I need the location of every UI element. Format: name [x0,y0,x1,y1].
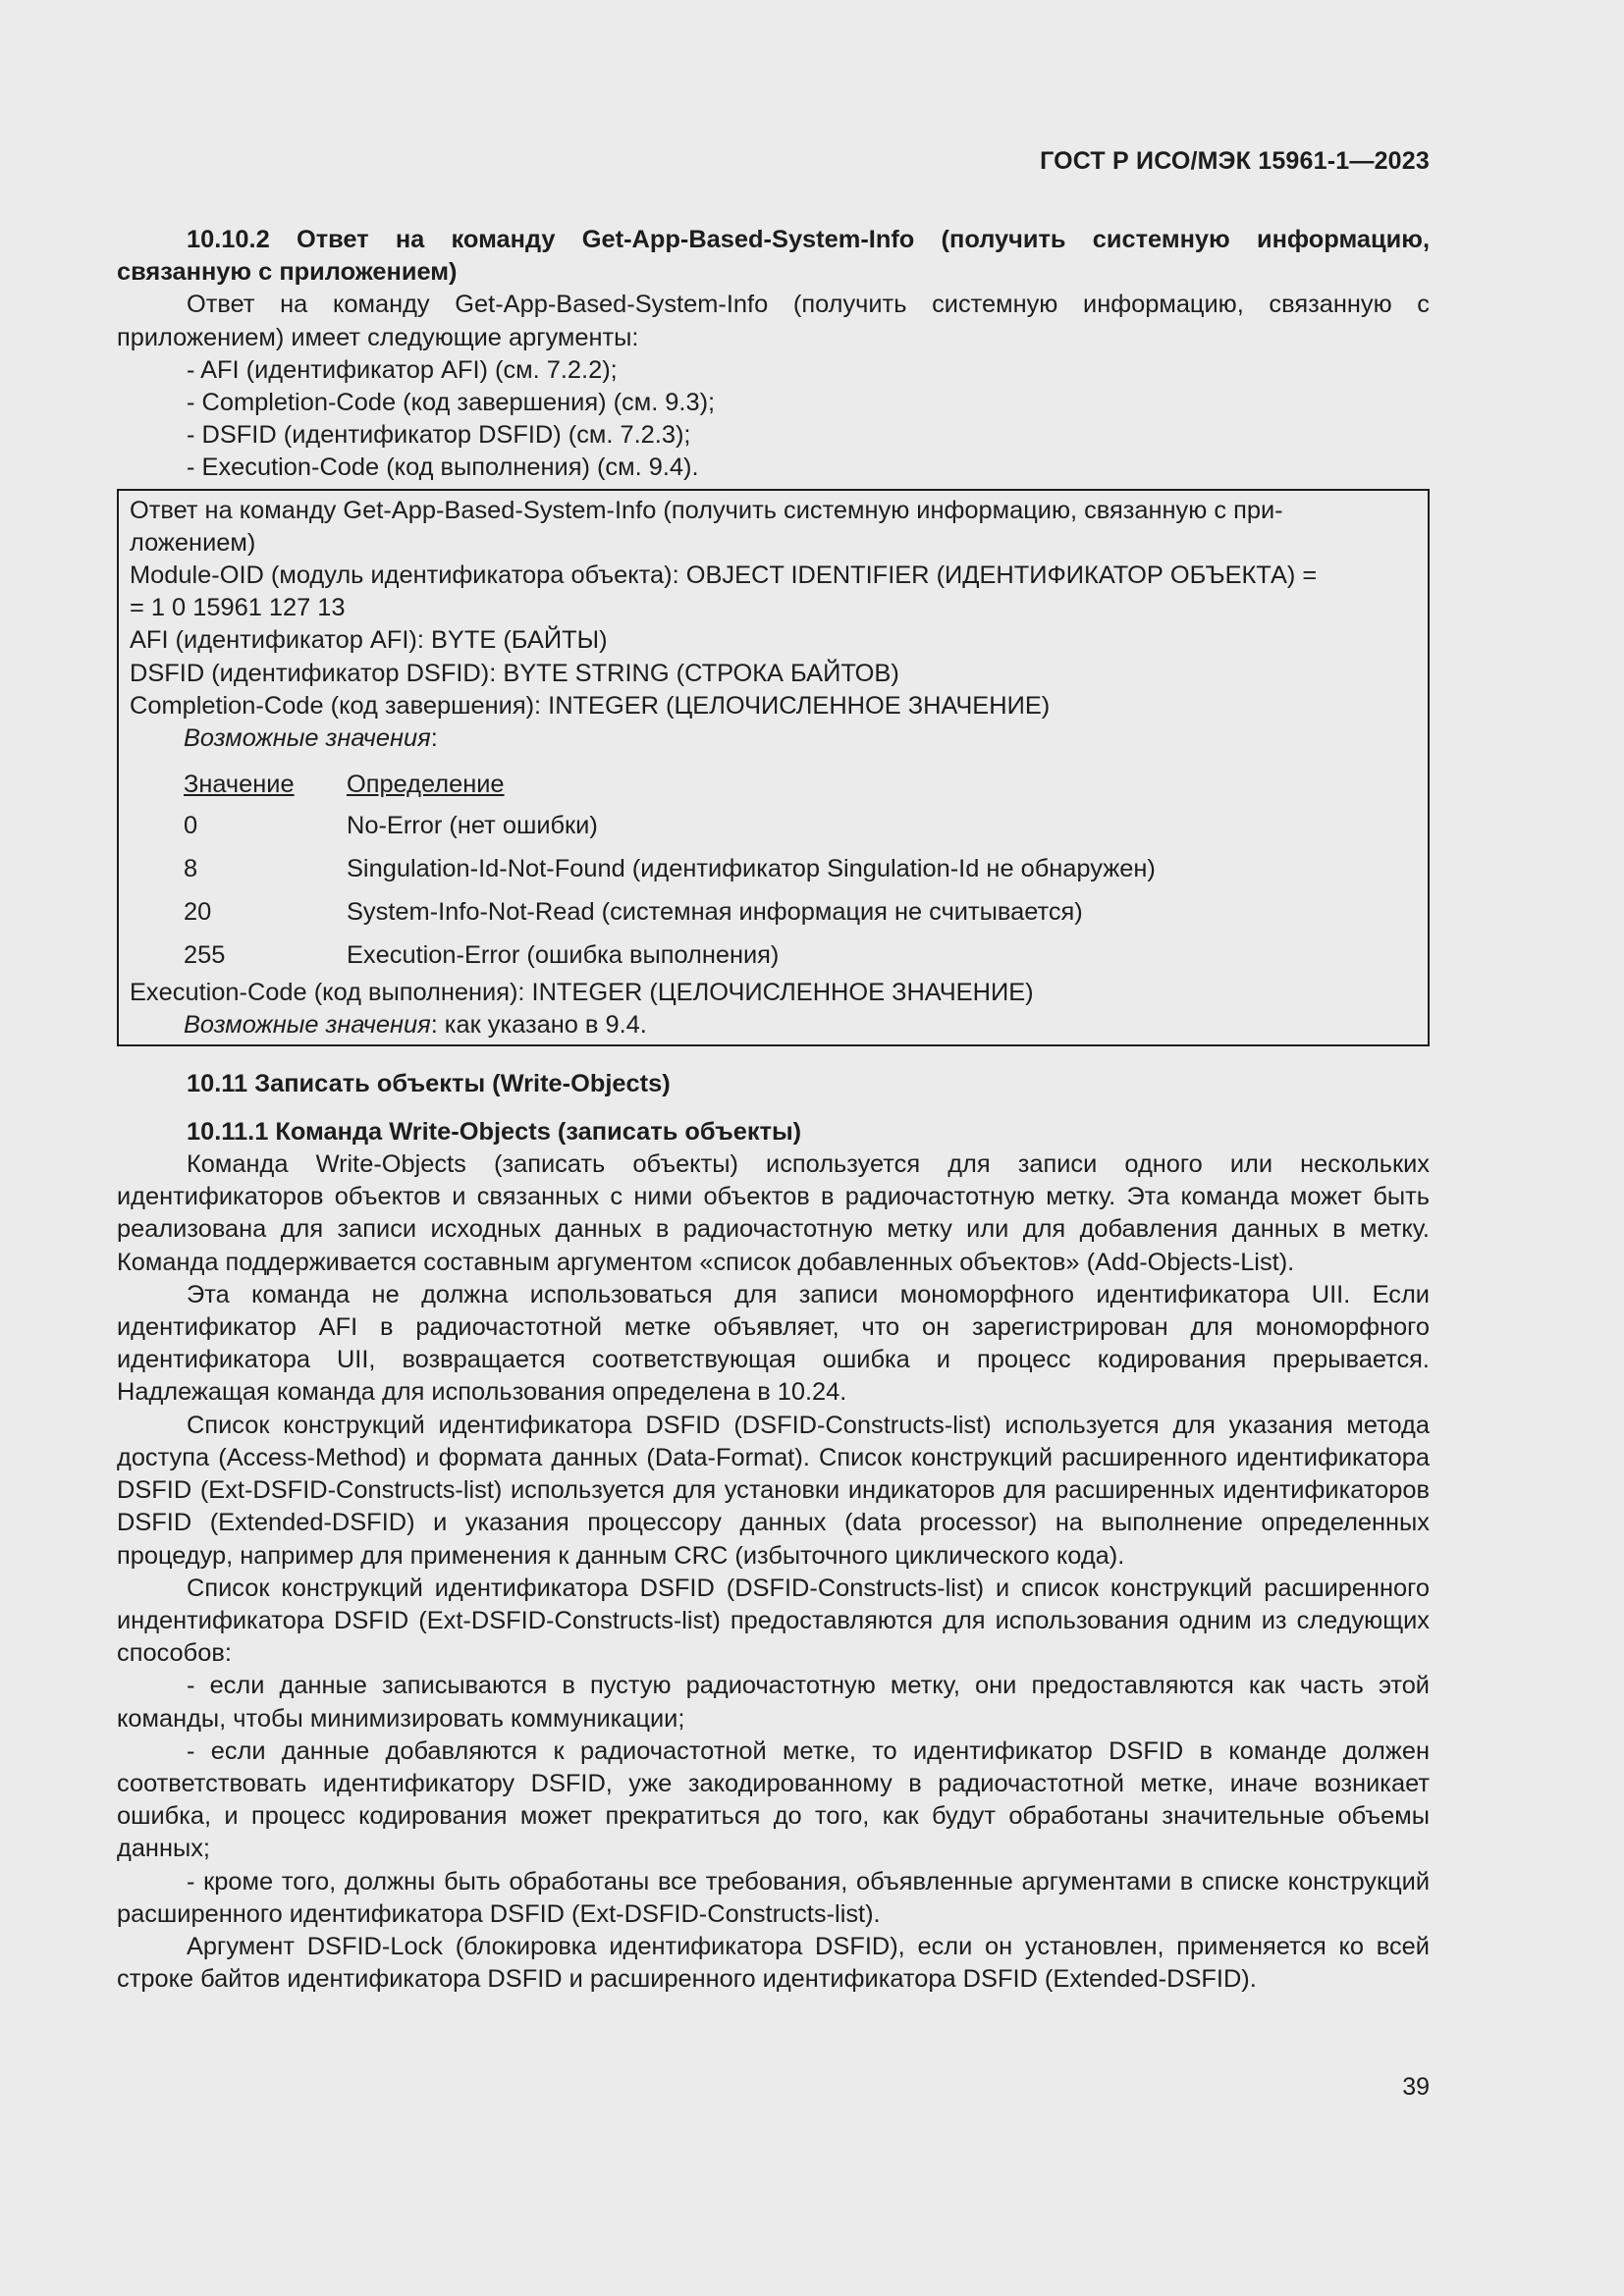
table-header-value: Значение [184,770,295,798]
body-paragraph: Эта команда не должна использоваться для записи мономорфного идентификатора UII. Если идентификатор AFI в радиочастотной метке объявляет, что он зарегистрирован для мономорфного идентификатора UII, возвращается соответствующая ошибка и процесс кодирования прерывается. Надлежащая команда для использования определена в 10.24. [117,1280,1430,1407]
exec-values-line [130,1009,1417,1041]
box-line: Ответ на команду Get-App-Based-System-Info (получить системную информацию, связанную с при- [130,496,1283,524]
possible-values-line [130,722,1417,755]
body-paragraph: Команда Write-Objects (записать объекты) используется для записи одного или нескольких идентификаторов объектов и связанных с ними объектов в радиочастотную метку. Эта команда может быть реализована для записи исходных данных в радиочастотную метку или для добавления данных в метку. Команда поддерживается составным аргументом «список добавленных объектов» (Add-Objects-List). [117,1150,1430,1276]
table-cell-definition: System-Info-Not-Read (системная информация не считывается) [347,897,1083,926]
box-line: Module-OID (модуль идентификатора объекта): OBJECT IDENTIFIER (ИДЕНТИФИКАТОР ОБЪЕКТА) = [130,561,1318,590]
exec-values-rest: : как указано в 9.4. [430,1011,647,1040]
table-header-row [184,765,1156,804]
completion-code-table [184,765,1156,977]
table-row [184,847,1156,890]
exec-values-label: Возможные значения [184,1011,431,1040]
table-cell-value: 255 [184,940,226,969]
table-cell-value: 20 [184,897,212,926]
box-line: Completion-Code (код завершения): INTEGER (ЦЕЛОЧИСЛЕННОЕ ЗНАЧЕНИЕ) [130,691,1051,720]
table-row [184,934,1156,977]
table-header-definition: Определение [347,770,505,798]
argument-item: - AFI (идентификатор AFI) (см. 7.2.2); [187,355,618,384]
execution-code-line: Execution-Code (код выполнения): INTEGER (ЦЕЛОЧИСЛЕННОЕ ЗНАЧЕНИЕ) [130,979,1034,1007]
table-cell-definition: Execution-Error (ошибка выполнения) [347,940,780,969]
argument-item: - DSFID (идентификатор DSFID) (см. 7.2.3); [187,421,691,450]
box-line: ложением) [130,528,256,557]
document-header: ГОСТ Р ИСО/МЭК 15961-1—2023 [1040,147,1430,175]
box-line: DSFID (идентификатор DSFID): BYTE STRING (СТРОКА БАЙТОВ) [130,659,899,687]
section-10-11-title: 10.11 Записать объекты (Write-Objects) [187,1069,671,1097]
list-item: - кроме того, должны быть обработаны все требования, объявленные аргументами в списке конструкций расширенного идентификатора DSFID (Ext-DSFID-Constructs-list). [117,1867,1430,1928]
section-10-10-2-title: 10.10.2 Ответ на команду Get-App-Based-System-Info (получить системную информацию, связанную с приложением) [117,226,1430,287]
asn-definition-box [117,489,1430,1046]
argument-item: - Completion-Code (код завершения) (см. 9.3); [187,389,716,417]
table-cell-value: 0 [184,811,198,839]
table-row [184,890,1156,934]
box-line: = 1 0 15961 127 13 [130,594,346,622]
table-cell-value: 8 [184,854,198,882]
table-row [184,804,1156,847]
possible-values-label: Возможные значения [184,724,431,753]
body-paragraph: Список конструкций идентификатора DSFID (DSFID-Constructs-list) используется для указания метода доступа (Access-Method) и формата данных (Data-Format). Список конструкций расширенного идентификатора DSFID (Ext-DSFID-Constructs-list) используется для установки индикаторов для расширенных идентификаторов DSFID (Extended-DSFID) и указания процессору данных (data processor) на выполнение определенных процедур, например для применения к данным CRC (избыточного циклического кода). [117,1411,1430,1570]
table-cell-definition: Singulation-Id-Not-Found (идентификатор Singulation-Id не обнаружен) [347,854,1156,882]
body-paragraph: Список конструкций идентификатора DSFID (DSFID-Constructs-list) и список конструкций расширенного индентификатора DSFID (Ext-DSFID-Constructs-list) предоставляются для использования одним из следующих способов: [117,1574,1430,1668]
section-10-11-1-title: 10.11.1 Команда Write-Objects (записать объекты) [187,1117,802,1146]
list-item: - если данные добавляются к радиочастотной метке, то идентификатор DSFID в команде должен соответствовать идентификатору DSFID, уже закодированному в радиочастотной метке, иначе возникает ошибка, и процесс кодирования может прекратиться до того, как будут обработаны значительные объемы данных; [117,1736,1430,1863]
list-item: - если данные записываются в пустую радиочастотную метку, они предоставляются как часть этой команды, чтобы минимизировать коммуникации; [117,1672,1430,1733]
section-10-10-2-intro: Ответ на команду Get-App-Based-System-Info (получить системную информацию, связанную с приложением) имеет следующие аргументы: [117,291,1430,351]
page-content [117,224,1430,1996]
body-paragraph: Аргумент DSFID-Lock (блокировка идентификатора DSFID), если он установлен, применяется ко всей строке байтов идентификатора DSFID и расширенного идентификатора DSFID (Extended-DSFID). [117,1932,1430,1994]
argument-item: - Execution-Code (код выполнения) (см. 9.4). [187,454,699,482]
colon: : [430,724,438,753]
page-number: 39 [1402,2073,1430,2101]
table-cell-definition: No-Error (нет ошибки) [347,811,598,839]
box-line: AFI (идентификатор AFI): BYTE (БАЙТЫ) [130,626,608,655]
